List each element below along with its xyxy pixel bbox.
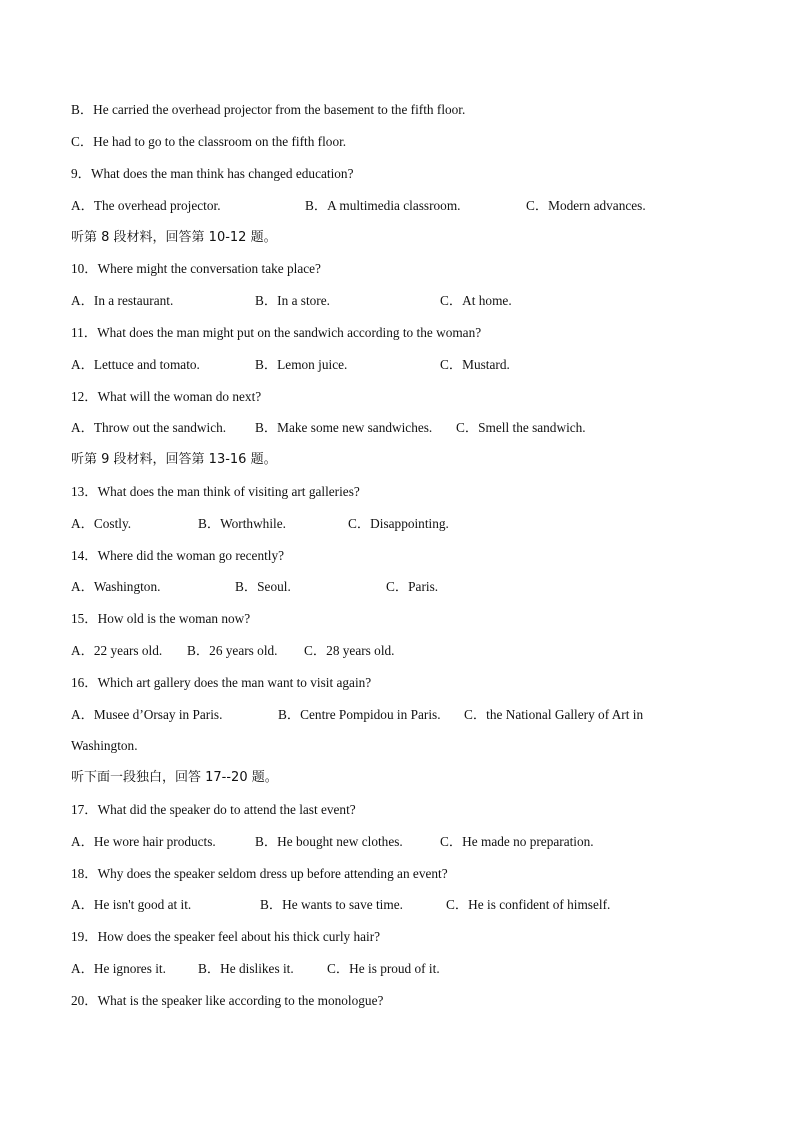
q9-option-a: A．The overhead projector. — [71, 198, 221, 213]
q18-option-b: B．He wants to save time. — [260, 897, 403, 912]
q16-option-a: A．Musee d’Orsay in Paris. — [71, 707, 223, 722]
q15-option-a: A．22 years old. — [71, 643, 163, 658]
question-12: 12．What will the woman do next? — [71, 389, 262, 404]
q13-option-b: B．Worthwhile. — [198, 516, 286, 531]
q17-option-c: C．He made no preparation. — [440, 834, 594, 849]
q11-option-c: C．Mustard. — [440, 357, 510, 372]
q17-option-a: A．He wore hair products. — [71, 834, 216, 849]
q10-option-b: B．In a store. — [255, 293, 330, 308]
question-15: 15．How old is the woman now? — [71, 611, 251, 626]
q18-option-a: A．He isn't good at it. — [71, 897, 192, 912]
q19-option-c: C．He is proud of it. — [327, 961, 440, 976]
q10-option-a: A．In a restaurant. — [71, 293, 174, 308]
q15-option-b: B．26 years old. — [187, 643, 278, 658]
section-heading-monologue: 听下面一段独白，回答 17--20 题。 — [71, 770, 278, 785]
q16-option-c: C．the National Gallery of Art in — [464, 707, 644, 722]
q13-option-a: A．Costly. — [71, 516, 132, 531]
question-9: 9．What does the man think has changed education? — [71, 166, 354, 181]
q11-option-a: A．Lettuce and tomato. — [71, 357, 200, 372]
q15-option-c: C．28 years old. — [304, 643, 395, 658]
question-10: 10．Where might the conversation take place? — [71, 261, 321, 276]
q10-option-c: C．At home. — [440, 293, 512, 308]
q14-option-b: B．Seoul. — [235, 579, 291, 594]
q9-option-b: B．A multimedia classroom. — [305, 198, 461, 213]
question-13: 13．What does the man think of visiting art galleries? — [71, 484, 360, 499]
question-16: 16．Which art gallery does the man want to visit again? — [71, 675, 372, 690]
question-19: 19．How does the speaker feel about his thick curly hair? — [71, 929, 381, 944]
q12-option-c: C．Smell the sandwich. — [456, 420, 586, 435]
question-11: 11．What does the man might put on the sandwich according to the woman? — [71, 325, 482, 340]
q8-option-b: B．He carried the overhead projector from the basement to the fifth floor. — [71, 102, 466, 117]
q18-option-c: C．He is confident of himself. — [446, 897, 611, 912]
q14-option-c: C．Paris. — [386, 579, 439, 594]
q9-option-c: C．Modern advances. — [526, 198, 646, 213]
section-heading-8: 听第 8 段材料，回答第 10-12 题。 — [71, 230, 277, 245]
section-heading-9: 听第 9 段材料，回答第 13-16 题。 — [71, 452, 277, 467]
q12-option-a: A．Throw out the sandwich. — [71, 420, 227, 435]
q17-option-b: B．He bought new clothes. — [255, 834, 403, 849]
q8-option-c: C．He had to go to the classroom on the fifth floor. — [71, 134, 347, 149]
q16-option-c-continued: Washington. — [71, 738, 138, 753]
q11-option-b: B．Lemon juice. — [255, 357, 348, 372]
question-20: 20．What is the speaker like according to the monologue? — [71, 993, 384, 1008]
q19-option-b: B．He dislikes it. — [198, 961, 294, 976]
question-14: 14．Where did the woman go recently? — [71, 548, 285, 563]
q19-option-a: A．He ignores it. — [71, 961, 166, 976]
question-18: 18．Why does the speaker seldom dress up before attending an event? — [71, 866, 448, 881]
q12-option-b: B．Make some new sandwiches. — [255, 420, 433, 435]
q14-option-a: A．Washington. — [71, 579, 161, 594]
q16-option-b: B．Centre Pompidou in Paris. — [278, 707, 441, 722]
question-17: 17．What did the speaker do to attend the last event? — [71, 802, 356, 817]
q13-option-c: C．Disappointing. — [348, 516, 449, 531]
